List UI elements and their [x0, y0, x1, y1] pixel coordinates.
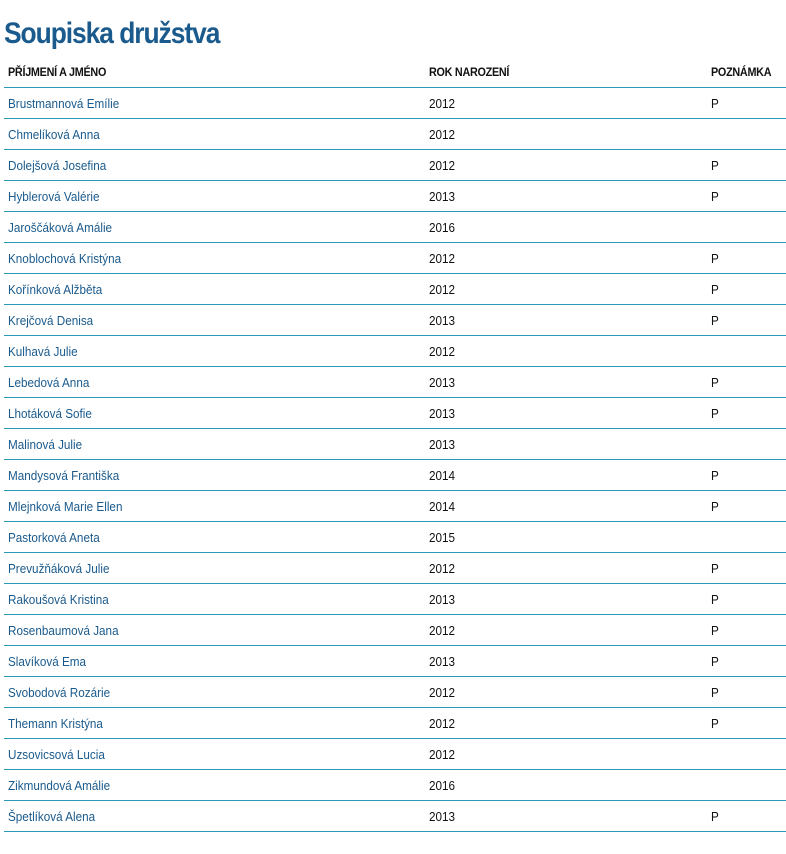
- player-name-link[interactable]: Lebedová Anna: [4, 367, 425, 398]
- player-name-link[interactable]: Knoblochová Kristýna: [4, 243, 425, 274]
- birth-year-cell: 2012: [425, 243, 707, 274]
- table-row: [4, 460, 786, 491]
- player-name-link[interactable]: Dolejšová Josefina: [4, 150, 425, 181]
- note-cell: [707, 739, 786, 770]
- birth-year-cell: 2012: [425, 677, 707, 708]
- player-name-link[interactable]: Rakoušová Kristina: [4, 584, 425, 615]
- birth-year-cell: 2012: [425, 88, 707, 119]
- birth-year-cell: 2012: [425, 274, 707, 305]
- birth-year-cell: 2012: [425, 739, 707, 770]
- roster-table: [4, 57, 786, 832]
- player-name-link[interactable]: Themann Kristýna: [4, 708, 425, 739]
- player-name-link[interactable]: Zikmundová Amálie: [4, 770, 425, 801]
- note-cell: P: [707, 553, 786, 584]
- note-cell: P: [707, 708, 786, 739]
- table-row: [4, 367, 786, 398]
- table-row: [4, 181, 786, 212]
- player-name-link[interactable]: Jaroščáková Amálie: [4, 212, 425, 243]
- note-cell: P: [707, 677, 786, 708]
- page-title: Soupiska družstva: [4, 17, 220, 50]
- player-name-link[interactable]: Slavíková Ema: [4, 646, 425, 677]
- birth-year-cell: 2012: [425, 708, 707, 739]
- note-cell: P: [707, 398, 786, 429]
- note-cell: P: [707, 615, 786, 646]
- table-row: [4, 553, 786, 584]
- table-row: [4, 522, 786, 553]
- note-cell: P: [707, 243, 786, 274]
- player-name-link[interactable]: Kulhavá Julie: [4, 336, 425, 367]
- birth-year-cell: 2012: [425, 336, 707, 367]
- birth-year-cell: 2016: [425, 770, 707, 801]
- note-cell: P: [707, 181, 786, 212]
- note-cell: [707, 522, 786, 553]
- birth-year-cell: 2013: [425, 646, 707, 677]
- table-row: [4, 491, 786, 522]
- table-row: [4, 708, 786, 739]
- table-row: [4, 274, 786, 305]
- note-cell: [707, 770, 786, 801]
- player-name-link[interactable]: Rosenbaumová Jana: [4, 615, 425, 646]
- player-name-link[interactable]: Uzsovicsová Lucia: [4, 739, 425, 770]
- birth-year-cell: 2015: [425, 522, 707, 553]
- player-name-link[interactable]: Chmelíková Anna: [4, 119, 425, 150]
- table-row: [4, 243, 786, 274]
- player-name-link[interactable]: Mlejnková Marie Ellen: [4, 491, 425, 522]
- player-name-link[interactable]: Malinová Julie: [4, 429, 425, 460]
- table-row: [4, 646, 786, 677]
- note-cell: P: [707, 584, 786, 615]
- table-row: [4, 336, 786, 367]
- note-cell: P: [707, 88, 786, 119]
- roster-table-body: [4, 88, 786, 832]
- birth-year-cell: 2013: [425, 305, 707, 336]
- header-row: [4, 57, 786, 88]
- table-row: [4, 677, 786, 708]
- column-header-name: PŘÍJMENÍ A JMÉNO: [4, 57, 425, 88]
- birth-year-cell: 2012: [425, 119, 707, 150]
- birth-year-cell: 2012: [425, 150, 707, 181]
- birth-year-cell: 2013: [425, 584, 707, 615]
- table-row: [4, 150, 786, 181]
- note-cell: P: [707, 460, 786, 491]
- player-name-link[interactable]: Prevužňáková Julie: [4, 553, 425, 584]
- player-name-link[interactable]: Krejčová Denisa: [4, 305, 425, 336]
- player-name-link[interactable]: Špetlíková Alena: [4, 801, 425, 832]
- column-header-year: ROK NAROZENÍ: [425, 57, 707, 88]
- table-row: [4, 615, 786, 646]
- birth-year-cell: 2013: [425, 801, 707, 832]
- table-row: [4, 305, 786, 336]
- birth-year-cell: 2013: [425, 181, 707, 212]
- note-cell: P: [707, 367, 786, 398]
- player-name-link[interactable]: Svobodová Rozárie: [4, 677, 425, 708]
- player-name-link[interactable]: Lhotáková Sofie: [4, 398, 425, 429]
- note-cell: [707, 429, 786, 460]
- table-row: [4, 584, 786, 615]
- table-row: [4, 801, 786, 832]
- player-name-link[interactable]: Kořínková Alžběta: [4, 274, 425, 305]
- player-name-link[interactable]: Pastorková Aneta: [4, 522, 425, 553]
- table-row: [4, 429, 786, 460]
- birth-year-cell: 2012: [425, 553, 707, 584]
- player-name-link[interactable]: Mandysová Františka: [4, 460, 425, 491]
- birth-year-cell: 2013: [425, 398, 707, 429]
- note-cell: P: [707, 646, 786, 677]
- note-cell: P: [707, 801, 786, 832]
- note-cell: P: [707, 491, 786, 522]
- note-cell: [707, 336, 786, 367]
- table-row: [4, 398, 786, 429]
- birth-year-cell: 2012: [425, 615, 707, 646]
- table-row: [4, 739, 786, 770]
- birth-year-cell: 2014: [425, 491, 707, 522]
- note-cell: P: [707, 305, 786, 336]
- table-row: [4, 119, 786, 150]
- roster-table-header: [4, 57, 786, 88]
- player-name-link[interactable]: Brustmannová Emílie: [4, 88, 425, 119]
- table-row: [4, 212, 786, 243]
- player-name-link[interactable]: Hyblerová Valérie: [4, 181, 425, 212]
- birth-year-cell: 2016: [425, 212, 707, 243]
- column-header-note: POZNÁMKA: [707, 57, 786, 88]
- birth-year-cell: 2013: [425, 429, 707, 460]
- table-row: [4, 770, 786, 801]
- note-cell: P: [707, 274, 786, 305]
- note-cell: P: [707, 150, 786, 181]
- note-cell: [707, 119, 786, 150]
- birth-year-cell: 2014: [425, 460, 707, 491]
- table-row: [4, 88, 786, 119]
- birth-year-cell: 2013: [425, 367, 707, 398]
- note-cell: [707, 212, 786, 243]
